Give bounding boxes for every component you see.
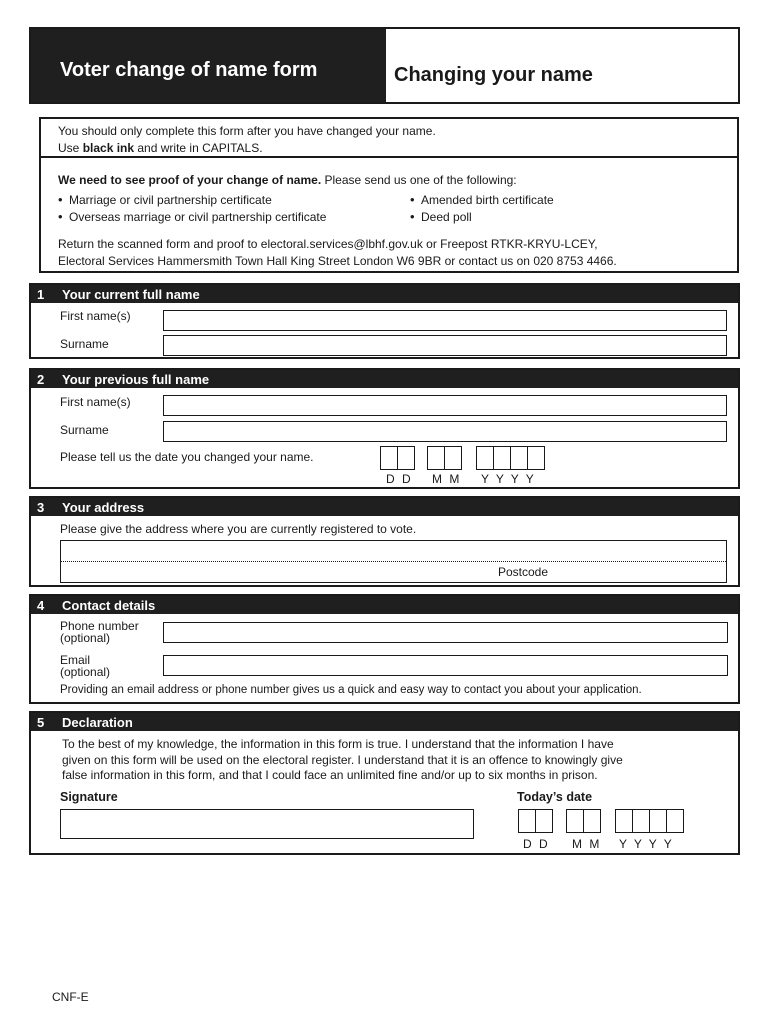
form-subtitle: Changing your name <box>394 64 593 86</box>
phone-input[interactable] <box>163 622 728 643</box>
current-surname-input[interactable] <box>163 335 727 356</box>
section-declaration <box>29 711 740 855</box>
change-date-day[interactable] <box>380 446 414 470</box>
first-name-label: First name(s) <box>60 395 131 409</box>
intro-line-1: You should only complete this form after you have changed your name. <box>58 124 436 138</box>
day-label: D D <box>386 472 413 486</box>
surname-label: Surname <box>60 337 109 351</box>
return-instructions: Return the scanned form and proof to electoral.services@lbhf.gov.uk or Freepost RTKR-KRYU-LCEY, Electoral Services Hammersmith Town Hall King Street London W6 9BR or contact us on 020 8753 4466. <box>58 237 617 268</box>
bullet-icon: • <box>410 192 415 207</box>
address-divider <box>61 561 726 562</box>
form-title: Voter change of name form <box>31 29 386 102</box>
bullet-icon: • <box>410 209 415 224</box>
section-heading: 2 Your previous full name <box>31 370 738 388</box>
email-label: Email (optional) <box>60 653 111 679</box>
list-item: • Deed poll <box>410 209 472 224</box>
todays-date-day[interactable] <box>518 809 552 833</box>
signature-input[interactable] <box>60 809 474 839</box>
form-code: CNF-E <box>52 990 89 1004</box>
surname-label: Surname <box>60 423 109 437</box>
bullet-icon: • <box>58 209 63 224</box>
list-item: • Marriage or civil partnership certificate <box>58 192 272 207</box>
phone-label: Phone number (optional) <box>60 619 139 645</box>
section-heading: 1 Your current full name <box>31 285 738 303</box>
form-header <box>29 27 740 104</box>
address-input[interactable] <box>60 540 727 583</box>
day-label: D D <box>523 837 550 851</box>
address-prompt: Please give the address where you are currently registered to vote. <box>60 522 417 536</box>
postcode-label: Postcode <box>498 565 549 579</box>
todays-date-month[interactable] <box>566 809 600 833</box>
list-item: • Amended birth certificate <box>410 192 554 207</box>
change-date-label: Please tell us the date you changed your name. <box>60 450 314 464</box>
bullet-icon: • <box>58 192 63 207</box>
section-address <box>29 496 740 587</box>
current-first-name-input[interactable] <box>163 310 727 331</box>
section-heading: 5 Declaration <box>31 713 738 731</box>
todays-date-year[interactable] <box>615 809 683 833</box>
previous-first-name-input[interactable] <box>163 395 727 416</box>
email-input[interactable] <box>163 655 728 676</box>
section-heading: 3 Your address <box>31 498 738 516</box>
intro-box <box>39 117 739 156</box>
year-label: Y Y Y Y <box>619 837 674 851</box>
previous-surname-input[interactable] <box>163 421 727 442</box>
change-date-month[interactable] <box>427 446 461 470</box>
month-label: M M <box>432 472 462 486</box>
section-contact <box>29 594 740 704</box>
section-heading: 4 Contact details <box>31 596 738 614</box>
change-date-year[interactable] <box>476 446 544 470</box>
month-label: M M <box>572 837 602 851</box>
declaration-text: To the best of my knowledge, the information in this form is true. I understand that the information I have given on this form will be used on the electoral register. I understand that it is an offence to knowingly give false information in this form, and that I could face an unlimited fine and/or up to six months in prison. <box>62 737 623 782</box>
proof-box <box>39 156 739 273</box>
first-name-label: First name(s) <box>60 309 131 323</box>
proof-lead: We need to see proof of your change of name. Please send us one of the following: <box>58 173 517 187</box>
signature-label: Signature <box>60 790 118 804</box>
year-label: Y Y Y Y <box>481 472 536 486</box>
section-previous-name <box>29 368 740 489</box>
list-item: • Overseas marriage or civil partnership certificate <box>58 209 327 224</box>
contact-note: Providing an email address or phone number gives us a quick and easy way to contact you about your application. <box>60 684 642 696</box>
intro-line-2: Use black ink and write in CAPITALS. <box>58 141 263 155</box>
proof-list <box>58 192 737 224</box>
todays-date-label: Today’s date <box>517 790 593 804</box>
section-current-name <box>29 283 740 359</box>
